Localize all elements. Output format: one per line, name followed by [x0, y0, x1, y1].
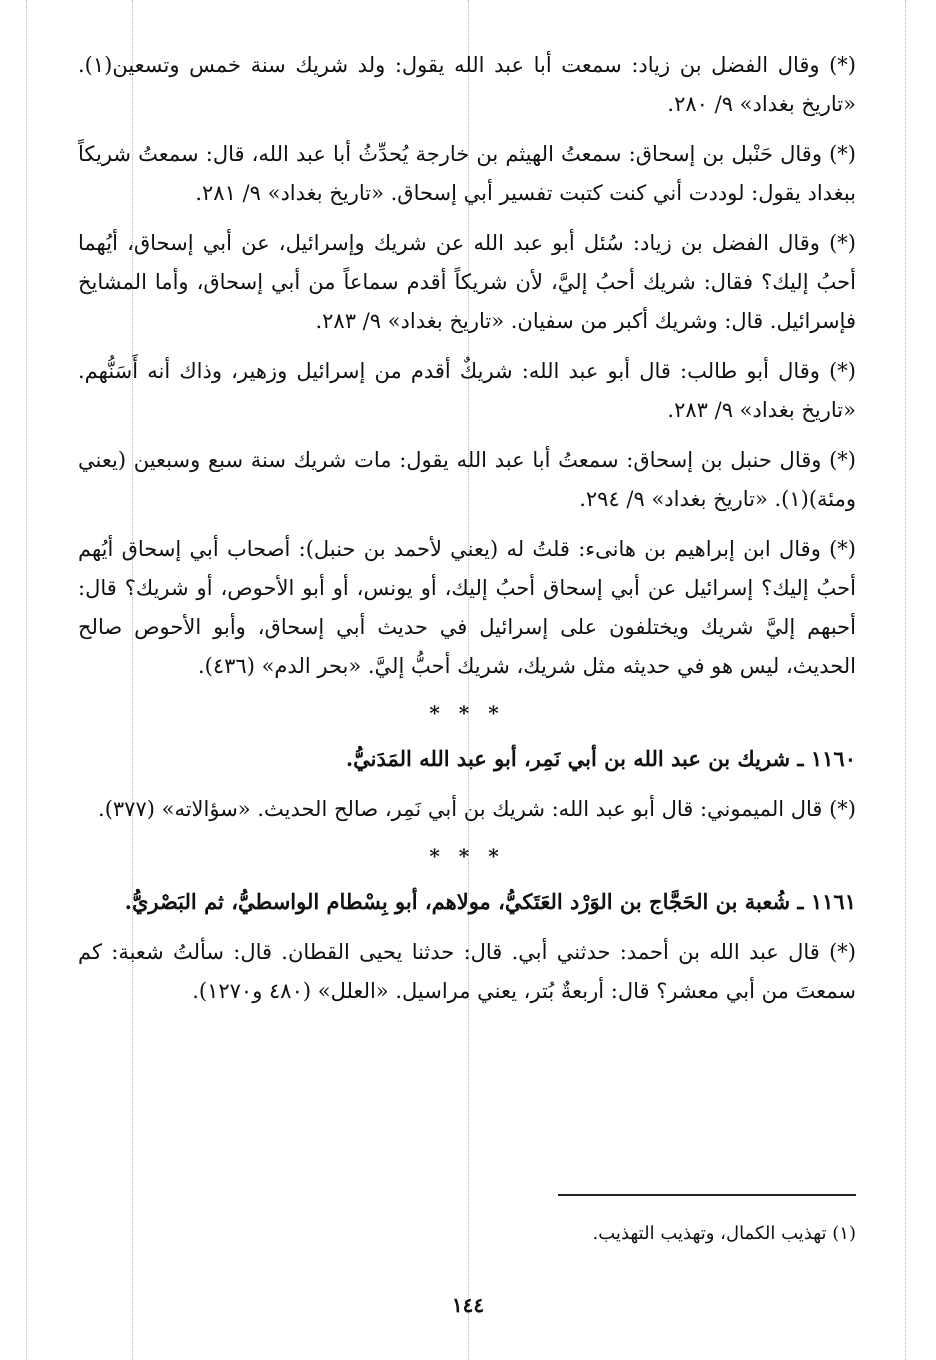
paragraph: (*) وقال الفضل بن زياد: سُئل أبو عبد الله عن شريك وإسرائيل، عن أبي إسحاق، أيُهما أحبُ إليك؟ فقال: شريك أحبُ إليَّ، لأن شريكاً أقدم سماعاً من أبي إسحاق، وأما المشايخ فإسرائيل. قال: وشريك أكبر من سفيان. «تاريخ بغداد» ٩/ ٢٨٣. [78, 231, 856, 333]
scan-guide-line [26, 0, 27, 1360]
book-page-body [78, 46, 856, 1022]
page-number: ١٤٤ [451, 1293, 485, 1317]
paragraph: (*) وقال أبو طالب: قال أبو عبد الله: شريكٌ أقدم من إسرائيل وزهير، وذاك أنه أَسَنُّهم. «تاريخ بغداد» ٩/ ٢٨٣. [78, 359, 856, 422]
paragraph: (*) وقال حنبل بن إسحاق: سمعتُ أبا عبد الله يقول: مات شريك سنة سبع وسبعين (يعني ومئة)(١). «تاريخ بغداد» ٩/ ٢٩٤. [78, 448, 856, 511]
paragraph: (*) وقال حَنْبل بن إسحاق: سمعتُ الهيثم بن خارجة يُحدِّثُ أبا عبد الله، قال: سمعتُ شريكاً ببغداد يقول: لوددت أني كنت كتبت تفسير أبي إسحاق. «تاريخ بغداد» ٩/ ٢٨١. [78, 142, 856, 205]
entry-1161-text: (*) قال عبد الله بن أحمد: حدثني أبي. قال: حدثنا يحيى القطان. قال: سألتُ شعبة: كم سمعتَ من أبي معشر؟ قال: أربعةٌ بُتر، يعني مراسيل. «العلل» (٤٨٠ و١٢٧٠). [78, 940, 856, 1003]
footnote-divider [558, 1194, 856, 1196]
entry-heading-1161: ١١٦١ ـ شُعبة بن الحَجَّاج بن الوَرْد العَتَكيُّ، مولاهم، أبو بِسْطام الواسطيُّ، ثم البَصْريُّ. [124, 889, 856, 914]
scan-guide-line [905, 0, 906, 1360]
footnote: (١) تهذيب الكمال، وتهذيب التهذيب. [592, 1223, 856, 1244]
section-separator: * * * [429, 844, 505, 868]
entry-heading-1160: ١١٦٠ ـ شريك بن عبد الله بن أبي نَمِر، أبو عبد الله المَدَنيُّ. [345, 746, 856, 771]
entry-1160-text: (*) قال الميموني: قال أبو عبد الله: شريك بن أبي نَمِر، صالح الحديث. «سؤالاته» (٣٧٧). [98, 797, 856, 821]
section-separator: * * * [429, 701, 505, 725]
paragraph: (*) وقال ابن إبراهيم بن هانىء: قلتُ له (يعني لأحمد بن حنبل): أصحاب أبي إسحاق أيُهم أحبُ إليك؟ إسرائيل عن أبي إسحاق أحبُ إليك، أو يونس، أو أبو الأحوص، أو شريك؟ قال: أحبهم إليَّ شريك ويختلفون على إسرائيل في حديث أبي إسحاق، وأبو الأحوص صالح الحديث، ليس هو في حديثه مثل شريك، شريك أحبُّ إليَّ. «بحر الدم» (٤٣٦). [78, 537, 856, 678]
paragraph: (*) وقال الفضل بن زياد: سمعت أبا عبد الله يقول: ولد شريك سنة خمس وتسعين(١). «تاريخ بغداد» ٩/ ٢٨٠. [78, 53, 856, 116]
